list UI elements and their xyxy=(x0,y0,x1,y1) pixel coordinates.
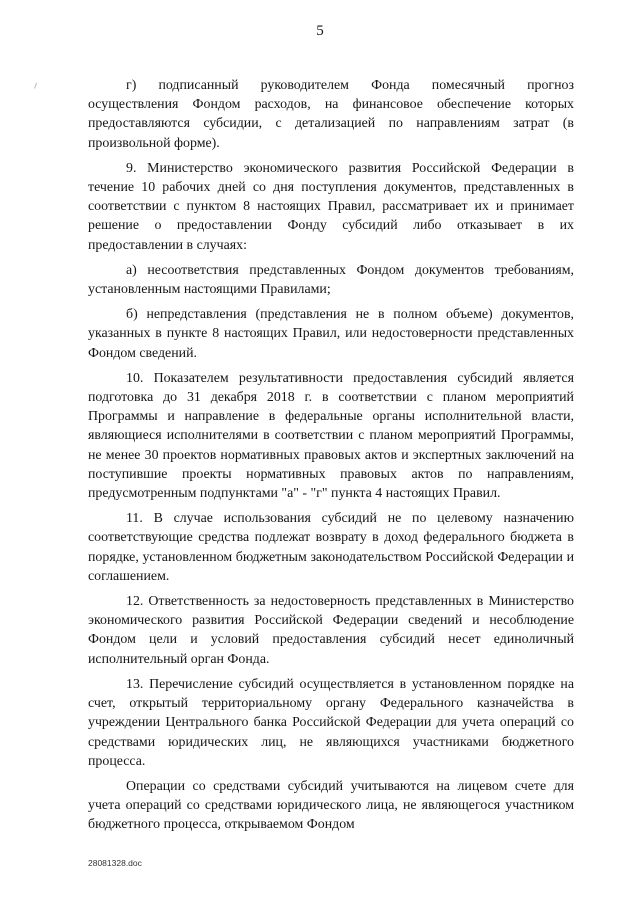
document-body xyxy=(88,76,574,835)
margin-mark xyxy=(34,83,39,90)
file-name-footer: 28081328.doc xyxy=(88,858,142,868)
paragraph-9b: б) непредставления (представления не в полном объеме) документов, указанных в пункте 8 настоящих Правил, или недостоверности представленных Фондом сведений. xyxy=(88,307,574,361)
paragraph-11: 11. В случае использования субсидий не по целевому назначению соответствующие средства подлежат возврату в доход федерального бюджета в порядке, установленном бюджетным законодательством Российской Федерации и соглашением. xyxy=(88,511,574,584)
page-number: 5 xyxy=(316,23,324,39)
paragraph-13: 13. Перечисление субсидий осуществляется в установленном порядке на счет, открытый территориальному органу Федерального казначейства в учреждении Центрального банка Российской Федерации для учета операций со средствами юридических лиц, не являющихся участниками бюджетного процесса. xyxy=(88,676,574,769)
paragraph-10: 10. Показателем результативности предоставления субсидий является подготовка до 31 декабря 2018 г. в соответствии с планом мероприятий Программы и направление в федеральные органы исполнительной власти, являющиеся исполнителями в соответствии с планом мероприятий Программы, не менее 30 проектов нормативных правовых актов и экспертных заключений на поступившие проекты нормативных правовых актов по направлениям, предусмотренным подпунктами "а" - "г" пункта 4 настоящих Правил. xyxy=(88,370,574,502)
paragraph-9: 9. Министерство экономического развития Российской Федерации в течение 10 рабочих дней со дня поступления документов, представленных в соответствии с пунктом 8 настоящих Правил, рассматривает их и принимает решение о предоставлении Фонду субсидий либо отказывает в их предоставлении в случаях: xyxy=(88,160,574,253)
paragraph-operations: Операции со средствами субсидий учитываются на лицевом счете для учета операций со средствами юридического лица, не являющегося участником бюджетного процесса, открываемом Фондом xyxy=(88,778,574,833)
paragraph-9a: а) несоответствия представленных Фондом документов требованиям, установленным настоящими Правилами; xyxy=(88,262,574,298)
paragraph-12: 12. Ответственность за недостоверность представленных в Министерство экономического развития Российской Федерации сведений и несоблюдение Фондом цели и условий предоставления субсидий несет единоличный исполнительный орган Фонда. xyxy=(88,594,574,667)
paragraph-g: г) подписанный руководителем Фонда помесячный прогноз осуществления Фондом расходов, на финансовое обеспечение которых предоставляются субсидии, с детализацией по направлениям затрат (в произвольной форме). xyxy=(88,78,574,151)
